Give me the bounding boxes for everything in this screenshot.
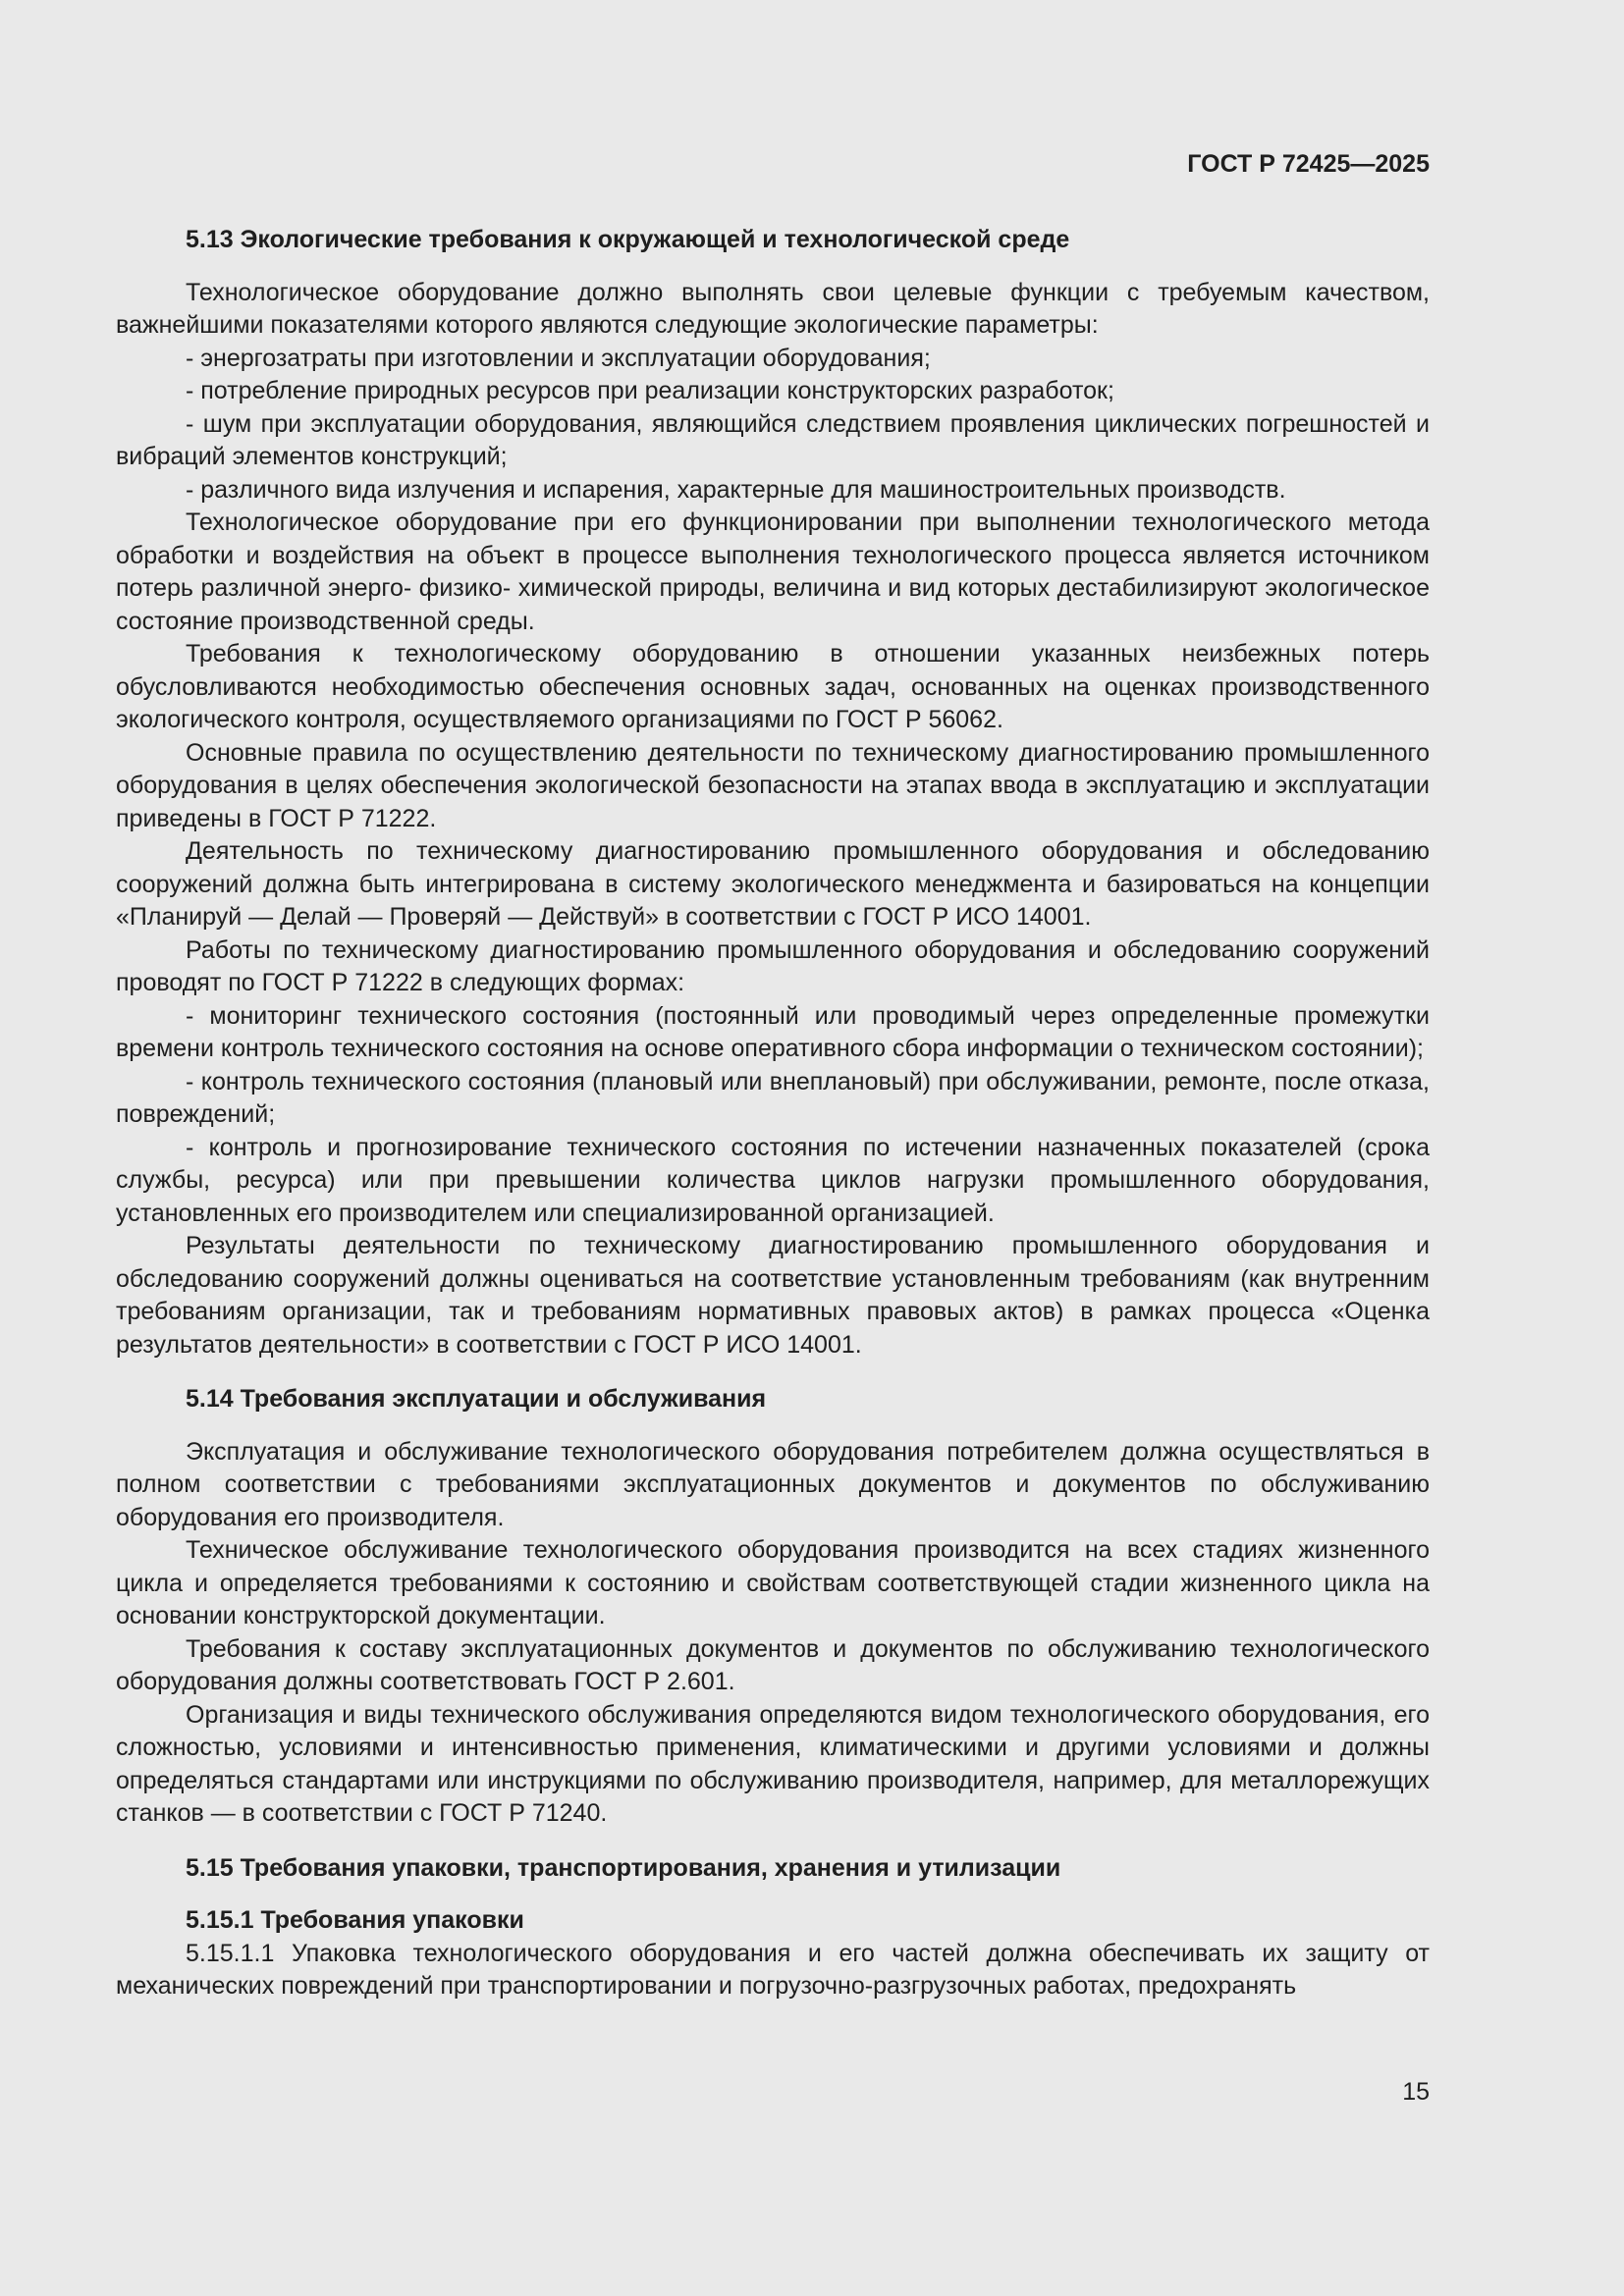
paragraph: Организация и виды технического обслуживания определяются видом технологического оборудования, его сложностью, условиями и интенсивностью применения, климатическими и другими условиями и должны определяться стандартами или инструкциями по обслуживанию производителя, например, для металлорежущих станков — в соответствии с ГОСТ Р 71240.	[116, 1700, 1430, 1827]
paragraph: Технологическое оборудование при его функционировании при выполнении технологического метода обработки и воздействия на объект в процессе выполнения технологического процесса является источником потерь различной энерго- физико- химической природы, величина и вид которых дестабилизируют экологическое состояние производственной среды.	[116, 508, 1430, 635]
subsection-heading-5-15-1: 5.15.1 Требования упаковки	[186, 1906, 524, 1934]
list-item: - контроль и прогнозирование технического состояния по истечении назначенных показателей (срока службы, ресурса) или при превышении количества циклов нагрузки промышленного оборудования, установленных его производителем или специализированной организацией.	[116, 1133, 1430, 1227]
paragraph: Результаты деятельности по техническому диагностированию промышленного оборудования и обследованию сооружений должны оцениваться на соответствие установленным требованиям (как внутренним требованиям организации, так и требованиям нормативных правовых актов) в рамках процесса «Оценка результатов деятельности» в соответствии с ГОСТ Р ИСО 14001.	[116, 1232, 1430, 1359]
list-item: - шум при эксплуатации оборудования, являющийся следствием проявления циклических погрешностей и вибраций элементов конструкций;	[116, 409, 1430, 470]
paragraph: Требования к составу эксплуатационных документов и документов по обслуживанию технологического оборудования должны соответствовать ГОСТ Р 2.601.	[116, 1634, 1430, 1695]
paragraph: Требования к технологическому оборудованию в отношении указанных неизбежных потерь обусловливаются необходимостью обеспечения основных задач, основанных на оценках производственного экологического контроля, осуществляемого организациями по ГОСТ Р 56062.	[116, 640, 1430, 733]
page-number: 15	[1402, 2078, 1430, 2106]
paragraph: Техническое обслуживание технологического оборудования производится на всех стадиях жизненного цикла и определяется требованиями к состоянию и свойствам соответствующей стадии жизненного цикла на основании конструкторской документации.	[116, 1536, 1430, 1629]
section-heading-5-14: 5.14 Требования эксплуатации и обслуживания	[186, 1385, 767, 1413]
paragraph: Технологическое оборудование должно выполнять свои целевые функции с требуемым качеством, важнейшими показателями которого являются следующие экологические параметры:	[116, 278, 1430, 339]
paragraph: Работы по техническому диагностированию промышленного оборудования и обследованию сооружений проводят по ГОСТ Р 71222 в следующих формах:	[116, 935, 1430, 996]
list-item: - мониторинг технического состояния (постоянный или проводимый через определенные промежутки времени контроль технического состояния на основе оперативного сбора информации о техническом состоянии);	[116, 1001, 1430, 1062]
list-item: - потребление природных ресурсов при реализации конструкторских разработок;	[186, 377, 1114, 404]
list-item: - энергозатраты при изготовлении и эксплуатации оборудования;	[186, 344, 931, 372]
paragraph: 5.15.1.1 Упаковка технологического оборудования и его частей должна обеспечивать их защиту от механических повреждений при транспортировании и погрузочно-разгрузочных работах, предохранять	[116, 1939, 1430, 2000]
document-body	[116, 224, 1430, 2003]
section-heading-5-15: 5.15 Требования упаковки, транспортирования, хранения и утилизации	[186, 1853, 1061, 1882]
list-item: - различного вида излучения и испарения, характерные для машиностроительных производств.	[186, 475, 1286, 504]
section-heading-5-13: 5.13 Экологические требования к окружающей и технологической среде	[186, 226, 1070, 253]
paragraph: Эксплуатация и обслуживание технологического оборудования потребителем должна осуществляться в полном соответствии с требованиями эксплуатационных документов и документов по обслуживанию оборудования его производителя.	[116, 1437, 1430, 1531]
list-item: - контроль технического состояния (плановый или внеплановый) при обслуживании, ремонте, после отказа, повреждений;	[116, 1067, 1430, 1128]
paragraph: Основные правила по осуществлению деятельности по техническому диагностированию промышленного оборудования в целях обеспечения экологической безопасности на этапах ввода в эксплуатацию и эксплуатации приведены в ГОСТ Р 71222.	[116, 738, 1430, 832]
paragraph: Деятельность по техническому диагностированию промышленного оборудования и обследованию сооружений должна быть интегрирована в систему экологического менеджмента и базироваться на концепции «Планируй — Делай — Проверяй — Действуй» в соответствии с ГОСТ Р ИСО 14001.	[116, 837, 1430, 931]
document-header: ГОСТ Р 72425—2025	[1187, 150, 1430, 178]
